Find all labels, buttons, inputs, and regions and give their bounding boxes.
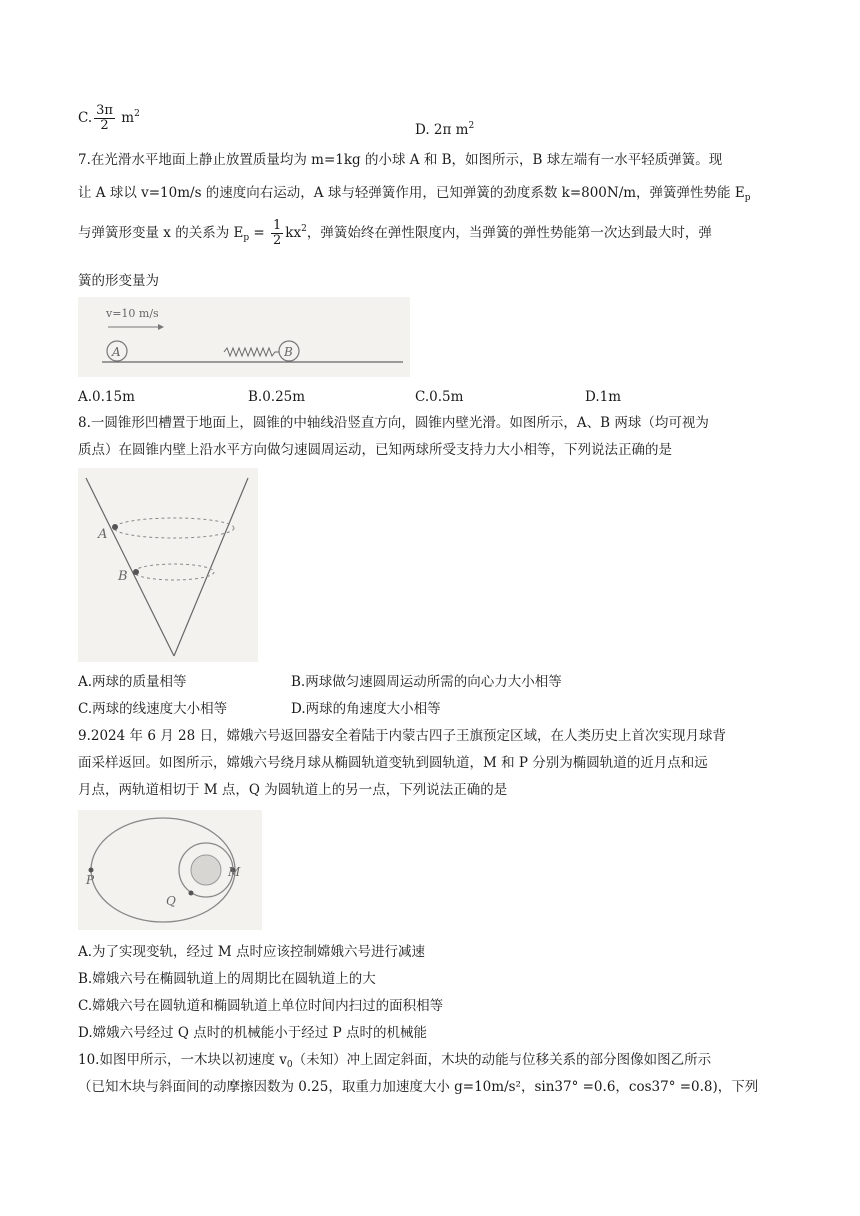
q7-figure-svg (78, 297, 410, 377)
q7-figure (78, 297, 410, 377)
q9-figure-svg (78, 810, 262, 930)
q8-orbit-a (114, 518, 234, 538)
q6-option-c: C. $\frac{3\pi}{2}$ $m^2$ (78, 103, 140, 133)
q7-ball-b-label: B (284, 345, 293, 359)
q7-option-d: D.1m (585, 389, 622, 405)
q7-option-a: A.0.15m (78, 389, 135, 405)
q9-point-q (189, 891, 194, 896)
q9-label-p: P (86, 873, 95, 887)
q8-cone-left-wall (86, 478, 174, 656)
q7-spring (224, 348, 279, 356)
q9-option-d: D.嫦娥六号经过 Q 点时的机械能小于经过 P 点时的机械能 (78, 1025, 427, 1041)
q7-line-3: 与弹簧形变量 x 的关系为 $E_p$ = $\frac{1}{2}$ $kx^2$，弹簧始终在弹性限度内，当弹簧的弹性势能第一次达到最大时，弹 (78, 218, 712, 248)
q9-option-c: C.嫦娥六号在圆轨道和椭圆轨道上单位时间内扫过的面积相等 (78, 998, 444, 1014)
q8-line-2: 质点）在圆锥内壁上沿水平方向做匀速圆周运动，已知两球所受支持力大小相等，下列说法正确的是 (78, 442, 672, 458)
q10-line-1: 10.如图甲所示，一木块以初速度 $v_0$（未知）冲上固定斜面，木块的动能与位移关系的部分图像如图乙所示 (78, 1052, 712, 1070)
q9-figure (78, 810, 262, 930)
q7-line-4: 簧的形变量为 (78, 273, 159, 289)
q9-label-m: M (228, 865, 241, 879)
q7-velocity-label: v=10 m/s (106, 307, 159, 320)
q6-option-d: D. 2π $m^2$ (415, 121, 475, 138)
q8-figure (78, 468, 258, 662)
q8-ball-a (112, 524, 118, 530)
q8-line-1: 8.一圆锥形凹槽置于地面上，圆锥的中轴线沿竖直方向，圆锥内壁光滑。如图所示，A、B 两球（均可视为 (78, 415, 709, 431)
q8-orbit-b (134, 564, 214, 580)
q8-cone-right-wall (174, 478, 248, 656)
q8-ball-b (133, 569, 139, 575)
q8-option-a: A.两球的质量相等 (78, 674, 187, 690)
q7-ball-a-label: A (112, 345, 121, 359)
q8-option-b: B.两球做匀速圆周运动所需的向心力大小相等 (291, 674, 562, 690)
q9-point-p (89, 868, 94, 873)
q9-option-b: B.嫦娥六号在椭圆轨道上的周期比在圆轨道上的大 (78, 971, 376, 987)
q8-option-c: C.两球的线速度大小相等 (78, 701, 228, 717)
q8-option-d: D.两球的角速度大小相等 (291, 701, 441, 717)
q10-line-2: （已知木块与斜面间的动摩擦因数为 0.25，取重力加速度大小 g=10m/s²，sin37° =0.6，cos37° =0.8)，下列 (78, 1079, 759, 1095)
q9-moon (191, 855, 221, 885)
q9-line-2: 面采样返回。如图所示，嫦娥六号绕月球从椭圆轨道变轨到圆轨道，M 和 P 分别为椭圆轨道的近月点和远 (78, 755, 708, 771)
q7-option-b: B.0.25m (248, 389, 306, 405)
q8-ball-b-label: B (118, 569, 128, 584)
q7-line-1: 7.在光滑水平地面上静止放置质量均为 m=1kg 的小球 A 和 B，如图所示，B 球左端有一水平轻质弹簧。现 (78, 152, 723, 168)
q9-label-q: Q (166, 894, 176, 908)
q7-option-c: C.0.5m (415, 389, 464, 405)
q7-arrow-head (158, 324, 164, 330)
q7-line-2: 让 A 球以 v=10m/s 的速度向右运动，A 球与轻弹簧作用，已知弹簧的劲度系数 k=800N/m，弹簧弹性势能 $E_p$ (78, 185, 751, 203)
q6-option-c-fraction: $\frac{3\pi}{2}$ (96, 103, 113, 133)
q7-energy-fraction: $\frac{1}{2}$ (273, 218, 282, 248)
q9-line-1: 9.2024 年 6 月 28 日，嫦娥六号返回器安全着陆于内蒙古四子王旗预定区域，在人类历史上首次实现月球背 (78, 728, 726, 744)
q8-figure-svg (78, 468, 258, 662)
q9-option-a: A.为了实现变轨，经过 M 点时应该控制嫦娥六号进行减速 (78, 944, 425, 960)
q9-line-3: 月点，两轨道相切于 M 点，Q 为圆轨道上的另一点，下列说法正确的是 (78, 782, 508, 798)
q8-ball-a-label: A (98, 527, 108, 542)
